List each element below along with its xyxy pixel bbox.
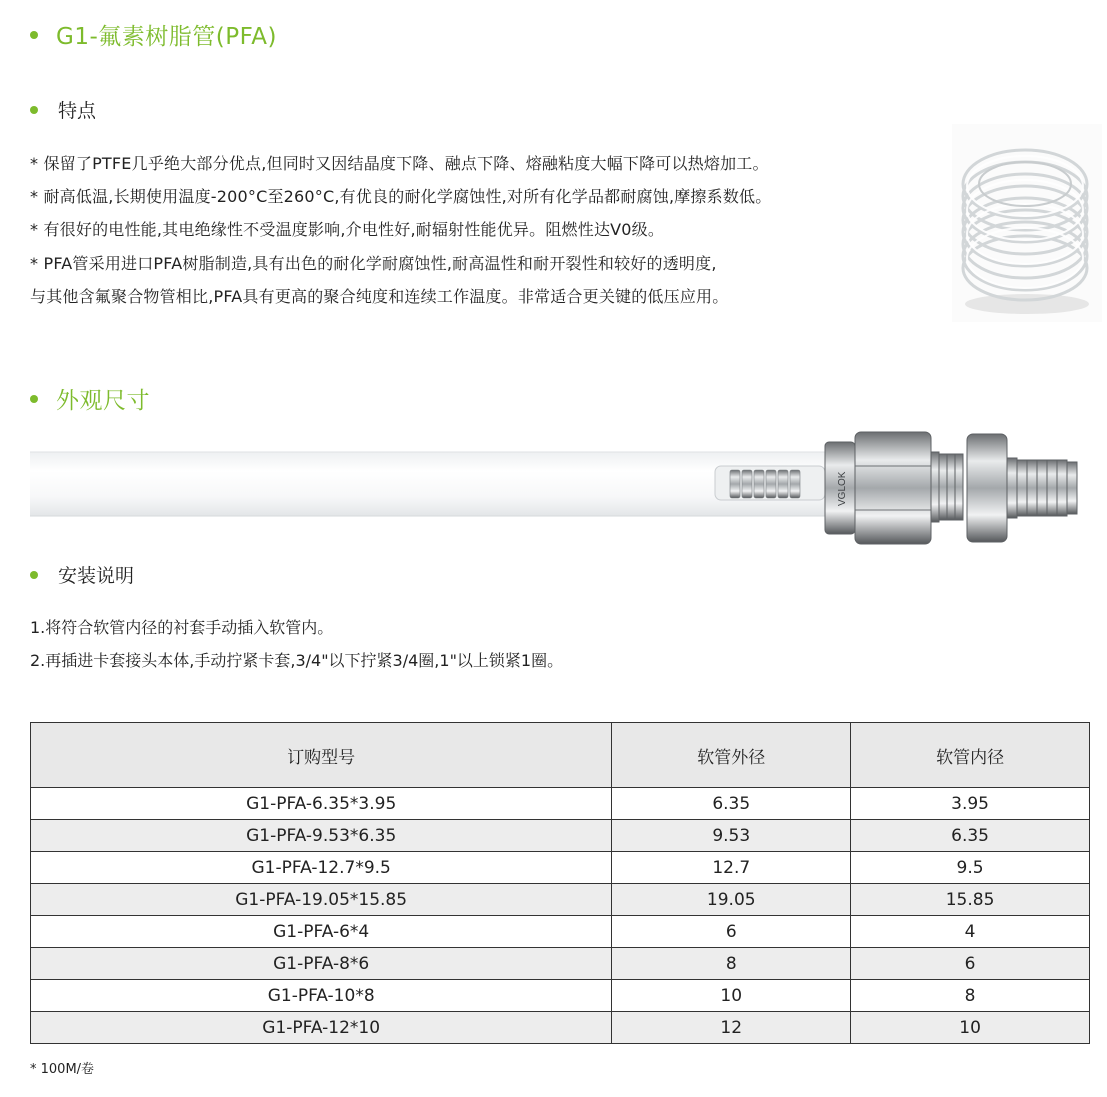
- cell-model: G1-PFA-8*6: [31, 948, 612, 980]
- cell-model: G1-PFA-6.35*3.95: [31, 788, 612, 820]
- cell-inner: 3.95: [851, 788, 1090, 820]
- bullet-dot-icon: [30, 106, 38, 114]
- feature-line: * 有很好的电性能,其电绝缘性不受温度影响,介电性好,耐辐射性能优异。阻燃性达V0级。: [30, 220, 665, 239]
- installation-title: 安装说明: [58, 565, 135, 587]
- table-row: [31, 916, 1090, 948]
- table-row: [31, 948, 1090, 980]
- cell-model: G1-PFA-12*10: [31, 1012, 612, 1044]
- title-heading: [30, 18, 277, 51]
- page-title: G1-氟素树脂管(PFA): [56, 24, 277, 50]
- pfa-tube-coil-image: [952, 124, 1102, 322]
- bullet-dot-icon: [30, 395, 38, 403]
- cell-model: G1-PFA-19.05*15.85: [31, 884, 612, 916]
- table-row: [31, 788, 1090, 820]
- cell-model: G1-PFA-9.53*6.35: [31, 820, 612, 852]
- table-row: [31, 820, 1090, 852]
- cell-outer: 10: [612, 980, 851, 1012]
- fitting-brand-label: VGLOK: [837, 471, 848, 506]
- bullet-dot-icon: [30, 31, 38, 39]
- cell-outer: 8: [612, 948, 851, 980]
- tube-fitting-image: [30, 428, 1090, 552]
- features-title: 特点: [58, 100, 97, 122]
- cell-model: G1-PFA-10*8: [31, 980, 612, 1012]
- header-outer-diameter: 软管外径: [612, 723, 851, 788]
- spec-table: [30, 722, 1090, 1044]
- feature-line: 与其他含氟聚合物管相比,PFA具有更高的聚合纯度和连续工作温度。非常适合更关键的低压应用。: [30, 287, 729, 306]
- table-row: [31, 980, 1090, 1012]
- appearance-heading: [30, 382, 150, 415]
- cell-outer: 9.53: [612, 820, 851, 852]
- cell-inner: 4: [851, 916, 1090, 948]
- feature-line: * 保留了PTFE几乎绝大部分优点,但同时又因结晶度下降、融点下降、熔融粘度大幅下降可以热熔加工。: [30, 154, 769, 173]
- cell-outer: 6: [612, 916, 851, 948]
- footnote: * 100M/卷: [30, 1062, 95, 1077]
- table-header-row: [31, 723, 1090, 788]
- installation-step: 2.再插进卡套接头本体,手动拧紧卡套,3/4"以下拧紧3/4圈,1"以上锁紧1圈。: [30, 651, 564, 670]
- cell-outer: 12.7: [612, 852, 851, 884]
- cell-inner: 6.35: [851, 820, 1090, 852]
- cell-inner: 15.85: [851, 884, 1090, 916]
- bullet-dot-icon: [30, 571, 38, 579]
- feature-line: * PFA管采用进口PFA树脂制造,具有出色的耐化学耐腐蚀性,耐高温性和耐开裂性和较好的透明度,: [30, 254, 717, 273]
- table-row: [31, 852, 1090, 884]
- cell-inner: 8: [851, 980, 1090, 1012]
- cell-inner: 9.5: [851, 852, 1090, 884]
- cell-model: G1-PFA-6*4: [31, 916, 612, 948]
- table-row: [31, 1012, 1090, 1044]
- cell-outer: 6.35: [612, 788, 851, 820]
- installation-step: 1.将符合软管内径的衬套手动插入软管内。: [30, 618, 334, 637]
- header-inner-diameter: 软管内径: [851, 723, 1090, 788]
- features-heading: [30, 96, 96, 123]
- appearance-title: 外观尺寸: [56, 388, 150, 414]
- installation-heading: [30, 561, 134, 588]
- cell-model: G1-PFA-12.7*9.5: [31, 852, 612, 884]
- header-model: 订购型号: [31, 723, 612, 788]
- cell-inner: 10: [851, 1012, 1090, 1044]
- table-row: [31, 884, 1090, 916]
- feature-line: * 耐高低温,长期使用温度-200°C至260°C,有优良的耐化学腐蚀性,对所有化学品都耐腐蚀,摩擦系数低。: [30, 187, 772, 206]
- cell-outer: 19.05: [612, 884, 851, 916]
- cell-outer: 12: [612, 1012, 851, 1044]
- cell-inner: 6: [851, 948, 1090, 980]
